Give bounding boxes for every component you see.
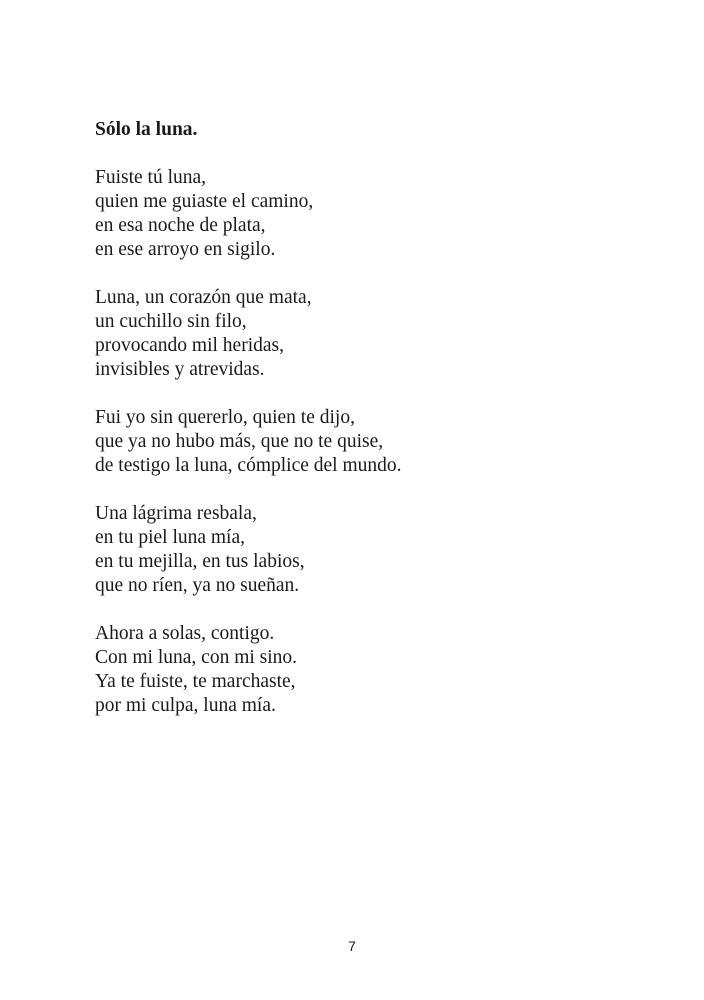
poem-line: en esa noche de plata, <box>95 215 266 236</box>
poem-line: provocando mil heridas, <box>95 335 284 356</box>
poem-line: un cuchillo sin filo, <box>95 311 247 332</box>
stanza-5 <box>95 622 655 718</box>
poem-line: Fui yo sin quererlo, quien te dijo, <box>95 407 355 428</box>
poem-line: que ya no hubo más, que no te quise, <box>95 431 384 452</box>
poem-line: en ese arroyo en sigilo. <box>95 239 276 260</box>
poem-line: por mi culpa, luna mía. <box>95 695 276 716</box>
poem-line: Ya te fuiste, te marchaste, <box>95 671 296 692</box>
poem-title: Sólo la luna. <box>95 119 198 140</box>
page-number: 7 <box>348 938 356 954</box>
poem-line: Una lágrima resbala, <box>95 503 257 524</box>
poem <box>95 118 655 742</box>
stanza-1 <box>95 166 655 262</box>
poem-line: en tu mejilla, en tus labios, <box>95 551 305 572</box>
poem-line: en tu piel luna mía, <box>95 527 246 548</box>
stanza-2 <box>95 286 655 382</box>
stanza-3 <box>95 406 655 478</box>
poem-line: que no ríen, ya no sueñan. <box>95 575 300 596</box>
poem-line: de testigo la luna, cómplice del mundo. <box>95 455 402 476</box>
poem-line: Con mi luna, con mi sino. <box>95 647 298 668</box>
poem-line: quien me guiaste el camino, <box>95 191 314 212</box>
poem-line: Fuiste tú luna, <box>95 167 207 188</box>
poem-line: Luna, un corazón que mata, <box>95 287 312 308</box>
poem-line: invisibles y atrevidas. <box>95 359 265 380</box>
stanza-4 <box>95 502 655 598</box>
poem-line: Ahora a solas, contigo. <box>95 623 275 644</box>
